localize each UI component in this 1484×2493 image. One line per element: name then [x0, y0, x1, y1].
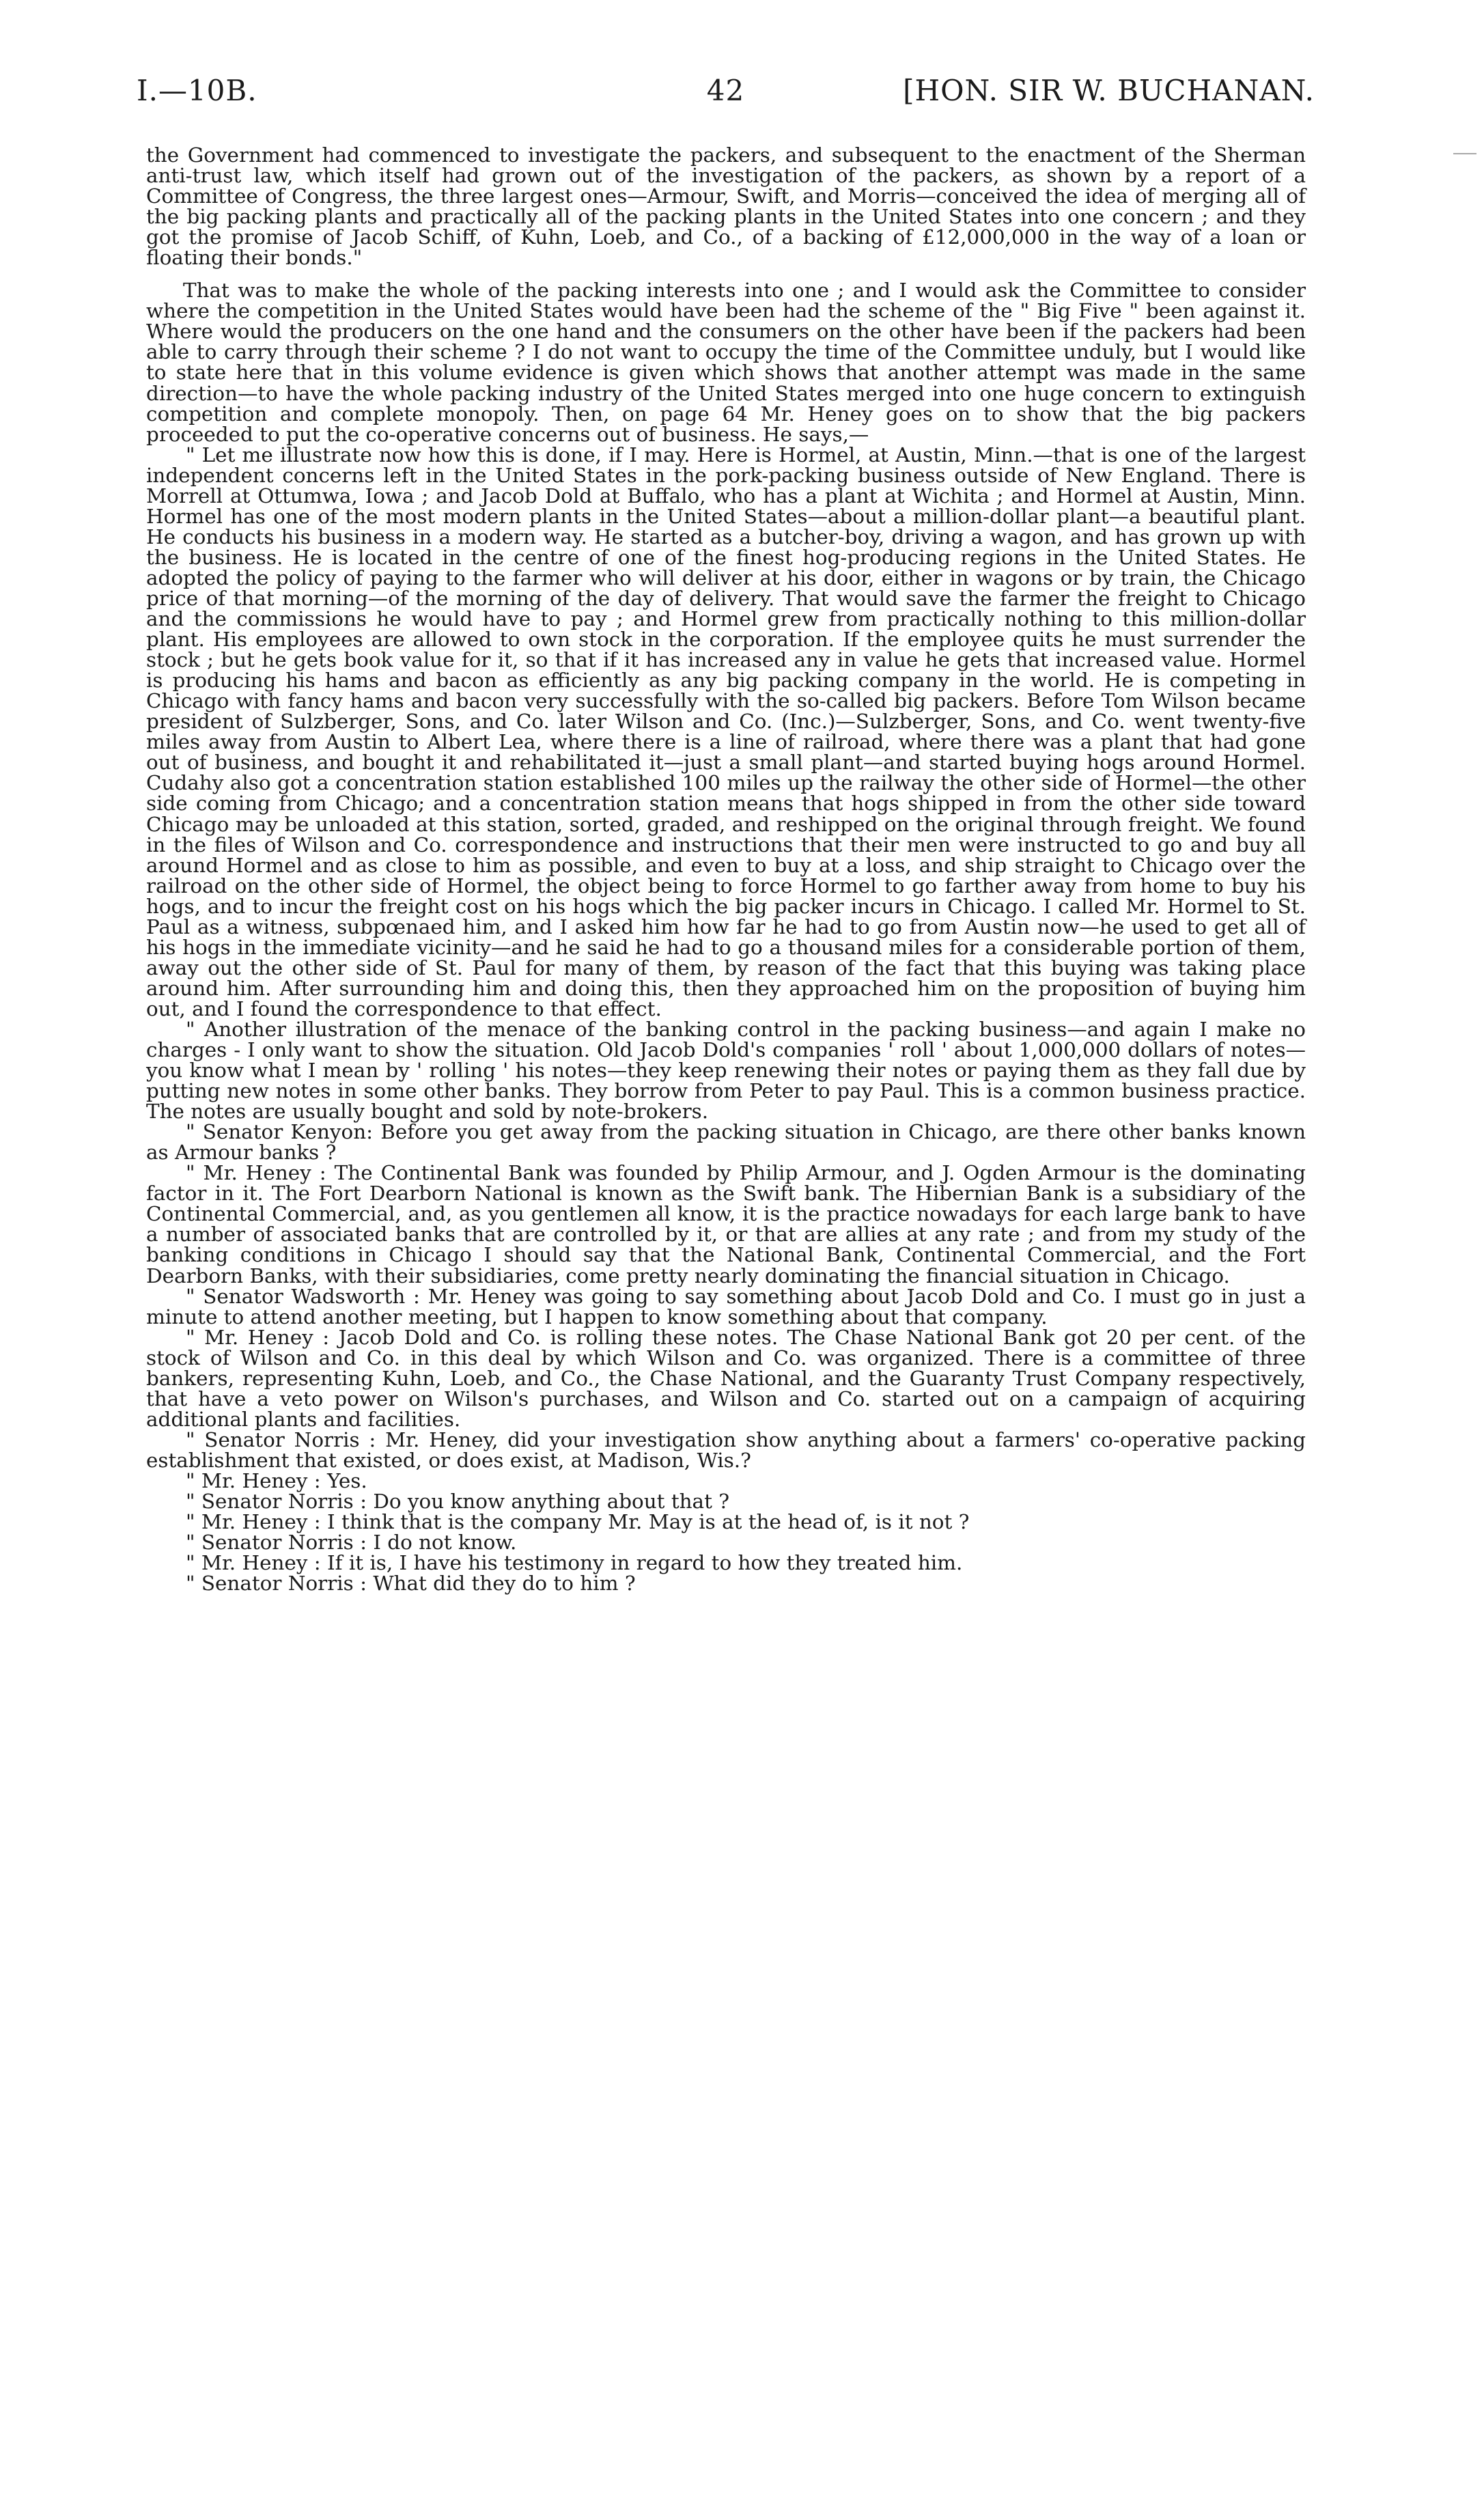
quote-hormel: " Let me illustrate now how this is done, if I may. Here is Hormel, at Austin, Minn.—that is one of the largest independent concerns left in the United States in the pork-packing business outside of New England. There is Morrell at Ottumwa, Iowa ; and Jacob Dold at Buffalo, who has a plant at Wichita ; and Hormel at Austin, Minn. Hormel has one of the most modern plants in the United States—about a million-dollar plant—a beautiful plant. He conducts his business in a modern way. He started as a butcher-boy, driving a wagon, and has grown up with the business. He is located in the centre of one of the finest hog-producing regions in the United States. He adopted the policy of paying to the farmer who will deliver at his door, either in wagons or by train, the Chicago price of that morning—of the morning of the day of delivery. That would save the farmer the freight to Chicago and the commissions he would have to pay ; and Hormel grew from practically nothing to this million-dollar plant. His employees are allowed to own stock in the corporation. If the employee quits he must surrender the stock ; but he gets book value for it, so that if it has increased any in value he gets that increased value. Hormel is producing his hams and bacon as efficiently as any big packing company in the world. He is competing in Chicago with fancy hams and bacon very successfully with the so-called big packers. Before Tom Wilson became president of Sulzberger, Sons, and Co. later Wilson and Co. (Inc.)—Sulzberger, Sons, and Co. went twenty-five miles away from Austin to Albert Lea, where there is a line of railroad, where there was a plant that had gone out of business, and bought it and rehabilitated it—just a small plant—and started buying hogs around Hormel. Cudahy also got a concentration station established 100 miles up the railway the other side of Hormel—the other side coming from Chicago; and a concentration station means that hogs shipped in from the other side toward Chicago may be unloaded at this station, sorted, graded, and reshipped on the original through freight. We found in the files of Wilson and Co. correspondence and instructions that their men were instructed to go and buy all around Hormel and as close to him as possible, and even to buy at a loss, and ship straight to Chicago over the railroad on the other side of Hormel, the object being to force Hormel to go farther away from home to buy his hogs, and to incur the freight cost on his hogs which the big packer incurs in Chicago. I called Mr. Hormel to St. Paul as a witness, subpœnaed him, and I asked him how far he had to go from Austin now—he used to get all of his hogs in the immediate vicinity—and he said he had to go a thousand miles for a considerable portion of them, away out the other side of St. Paul for many of them, by reason of the fact that this buying was taking place around him. After surrounding him and doing this, then they approached him on the proposition of buying him out, and I found the correspondence to that effect. [146, 443, 1306, 1020]
quote-senator-norris-3: " Senator Norris : I do not know. [186, 1531, 517, 1555]
quote-heney-banks: " Mr. Heney : The Continental Bank was founded by Philip Armour, and J. Ogden Armour is the dominating factor in it. The Fort Dearborn National is known as the Swift bank. The Hibernian Bank is a subsidiary of the Continental Commercial, and, as you gentlemen all know, it is the practice nowadays for each large bank to have a number of associated banks that are controlled by it, or that are allies at any rate ; and from my study of the banking conditions in Chicago I should say that the National Bank, Continental Commercial, and the Fort Dearborn Banks, with their subsidiaries, come pretty nearly dominating the financial situation in Chicago. [146, 1161, 1306, 1287]
margin-mark [1453, 153, 1476, 154]
quote-banking-control: " Another illustration of the menace of the banking control in the packing business—and again I make no charges - I only want to show the situation. Old Jacob Dold's companies ' roll ' about 1,000,000 dollars of notes—you know what I mean by ' rolling ' his notes—they keep renewing their notes or paying them as they fall due by putting new notes in some other banks. They borrow from Peter to pay Paul. This is a common business practice. The notes are usually bought and sold by note-brokers. [146, 1017, 1306, 1124]
quote-heney-testimony: " Mr. Heney : If it is, I have his testimony in regard to how they treated him. [186, 1551, 963, 1575]
speaker-heading: [HON. SIR W. BUCHANAN. [903, 74, 1315, 107]
report-reference: I.—10B. [137, 74, 257, 107]
paragraph-continuation: the Government had commenced to investigate the packers, and subsequent to the enactment of the Sherman anti-trust law, which itself had grown out of the investigation of the packers, as shown by a report of a Committee of Congress, the three largest ones—Armour, Swift, and Morris—conceived the idea of merging all of the big packing plants and practically all of the packing plants in the United States into one concern ; and they got the promise of Jacob Schiff, of Kuhn, Loeb, and Co., of a backing of £12,000,000 in the way of a loan or floating their bonds." [146, 143, 1306, 270]
page-number: 42 [706, 74, 745, 107]
quote-senator-norris-4: " Senator Norris : What did they do to him ? [186, 1572, 636, 1596]
body-text [146, 143, 1306, 1596]
quote-heney-may: " Mr. Heney : I think that is the company Mr. May is at the head of, is it not ? [186, 1510, 970, 1534]
quote-senator-wadsworth: " Senator Wadsworth : Mr. Heney was going to say something about Jacob Dold and Co. I must go in just a minute to attend another meeting, but I happen to know something about that company. [146, 1284, 1306, 1328]
page-header [137, 74, 1315, 115]
paragraph-committee-remarks: That was to make the whole of the packing interests into one ; and I would ask the Committee to consider where the competition in the United States would have been had the scheme of the " Big Five " been against it. Where would the producers on the one hand and the consumers on the other have been if the packers had been able to carry through their scheme ? I do not want to occupy the time of the Committee unduly, but I would like to state here that in this volume evidence is given which shows that another attempt was made in the same direction—to have the whole packing industry of the United States merged into one huge concern to extinguish competition and complete monopoly. Then, on page 64 Mr. Heney goes on to show that the big packers proceeded to put the co-operative concerns out of business. He says,— [146, 279, 1306, 446]
quote-heney-yes: " Mr. Heney : Yes. [186, 1469, 367, 1492]
quote-heney-dold: " Mr. Heney : Jacob Dold and Co. is rolling these notes. The Chase National Bank got 20 per cent. of the stock of Wilson and Co. in this deal by which Wilson and Co. was organized. There is a committee of three bankers, representing Kuhn, Loeb, and Co., the Chase National, and the Guaranty Trust Company respectively, that have a veto power on Wilson's purchases, and Wilson and Co. started out on a campaign of acquiring additional plants and facilities. [146, 1325, 1306, 1431]
quote-senator-norris-1: " Senator Norris : Mr. Heney, did your investigation show anything about a farmers' co-operative packing establishment that existed, or does exist, at Madison, Wis.? [146, 1427, 1306, 1472]
quote-senator-norris-2: " Senator Norris : Do you know anything about that ? [186, 1490, 729, 1514]
quote-senator-kenyon: " Senator Kenyon: Before you get away from the packing situation in Chicago, are there other banks known as Armour banks ? [146, 1120, 1306, 1165]
